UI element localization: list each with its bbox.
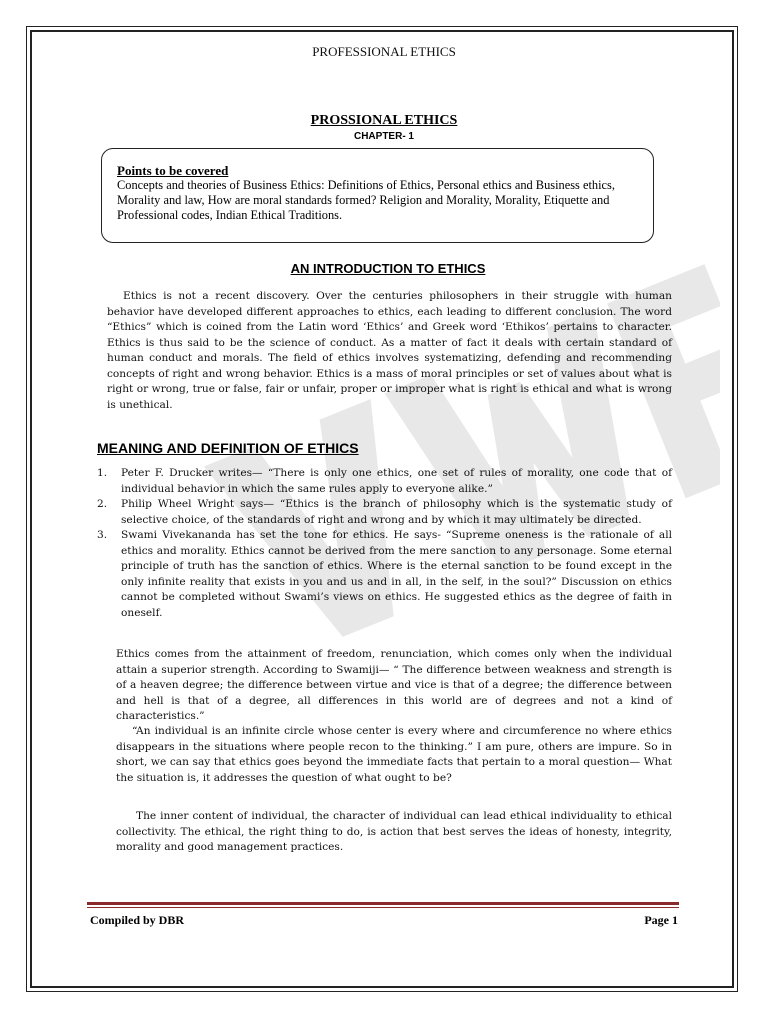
page-header: PROFESSIONAL ETHICS — [312, 44, 456, 59]
footer-compiled-by: Compiled by DBR — [90, 913, 185, 927]
list-item — [97, 497, 672, 528]
list-item — [97, 466, 672, 497]
list-item-text: Philip Wheel Wright says— “Ethics is the branch of philosophy which is the systematic study of selective choice, of the standards of right and wrong and by which it may ultimately be directed. — [121, 498, 672, 526]
meaning-heading: MEANING AND DEFINITION OF ETHICS — [97, 440, 359, 456]
definitions-list — [97, 466, 672, 621]
chapter-label: CHAPTER- 1 — [353, 131, 414, 142]
paragraph-infinite-circle: “An individual is an infinite circle whose center is every where and circumference no where ethics disappears in the situations where people recon to the thinking.” I am pure, others are impure. So in short, we can say that ethics goes beyond the immediate facts that pertain to a moral question— What the situation is, it addresses the question of what ought to be? — [116, 725, 672, 784]
document-title: PROSSIONAL ETHICS — [310, 113, 458, 128]
points-to-be-covered-box — [101, 148, 654, 243]
list-item — [97, 528, 672, 621]
list-item-text: Swami Vivekananda has set the tone for ethics. He says- “Supreme oneness is the rationale of all ethics and morality. Ethics cannot be derived from the mere sanction to any personage. Some eternal principle of truth has the sanction of ethics. Where is the eternal sanction to be found except in the only infinite reality that exists in you and us and in all, in the self, in the soul?” Discussion on ethics cannot be completed without Swami’s views on ethics. He suggested ethics as the degree of faith in oneself. — [121, 529, 672, 619]
footer-page-number: Page 1 — [644, 913, 678, 927]
list-number: 1. — [97, 467, 108, 479]
paragraph-inner-content: The inner content of individual, the character of individual can lead ethical individuality to ethical collectivity. The ethical, the right thing to do, is action that best serves the ideas of honesty, integrity, morality and good management practices. — [116, 810, 672, 853]
points-heading: Points to be covered — [117, 163, 229, 178]
points-text: Concepts and theories of Business Ethics: Definitions of Ethics, Personal ethics and Business ethics, Morality and law, How are moral standards formed? Religion and Morality, Morality, Etiquette and Professional codes, Indian Ethical Traditions. — [117, 178, 615, 222]
list-item-text: Peter F. Drucker writes— “There is only one ethics, one set of rules of morality, one code that of individual behavior in which the same rules apply to everyone alike.” — [121, 467, 672, 495]
intro-heading: AN INTRODUCTION TO ETHICS — [290, 261, 486, 276]
intro-paragraph: Ethics is not a recent discovery. Over the centuries philosophers in their struggle with human behavior have developed different approaches to ethics, each leading to different conclusion. The word “Ethics” which is coined from the Latin word ‘Ethics’ and Greek word ‘Ethikos’ pertains to character. Ethics is thus said to be the science of conduct. As a matter of fact it deals with certain standard of human conduct and morals. The field of ethics involves systematizing, defending and recommending concepts of right and wrong behavior. Ethics is a mass of moral principles or set of values about what is right or wrong, true or false, fair or unfair, proper or improper what is right is ethical and what is wrong is unethical. — [107, 290, 672, 411]
footer-rule — [87, 902, 679, 905]
paragraph-freedom: Ethics comes from the attainment of freedom, renunciation, which comes only when the individual attain a superior strength. According to Swamiji— “ The difference between weakness and strength is of a heaven degree; the difference between virtue and vice is that of a degree; the difference between and hell is that of a degree, all differences in this world are of degrees and not a kind of characteristics.” — [116, 648, 672, 722]
list-number: 2. — [97, 498, 108, 510]
list-number: 3. — [97, 529, 108, 541]
footer-rule-thin — [87, 907, 679, 908]
